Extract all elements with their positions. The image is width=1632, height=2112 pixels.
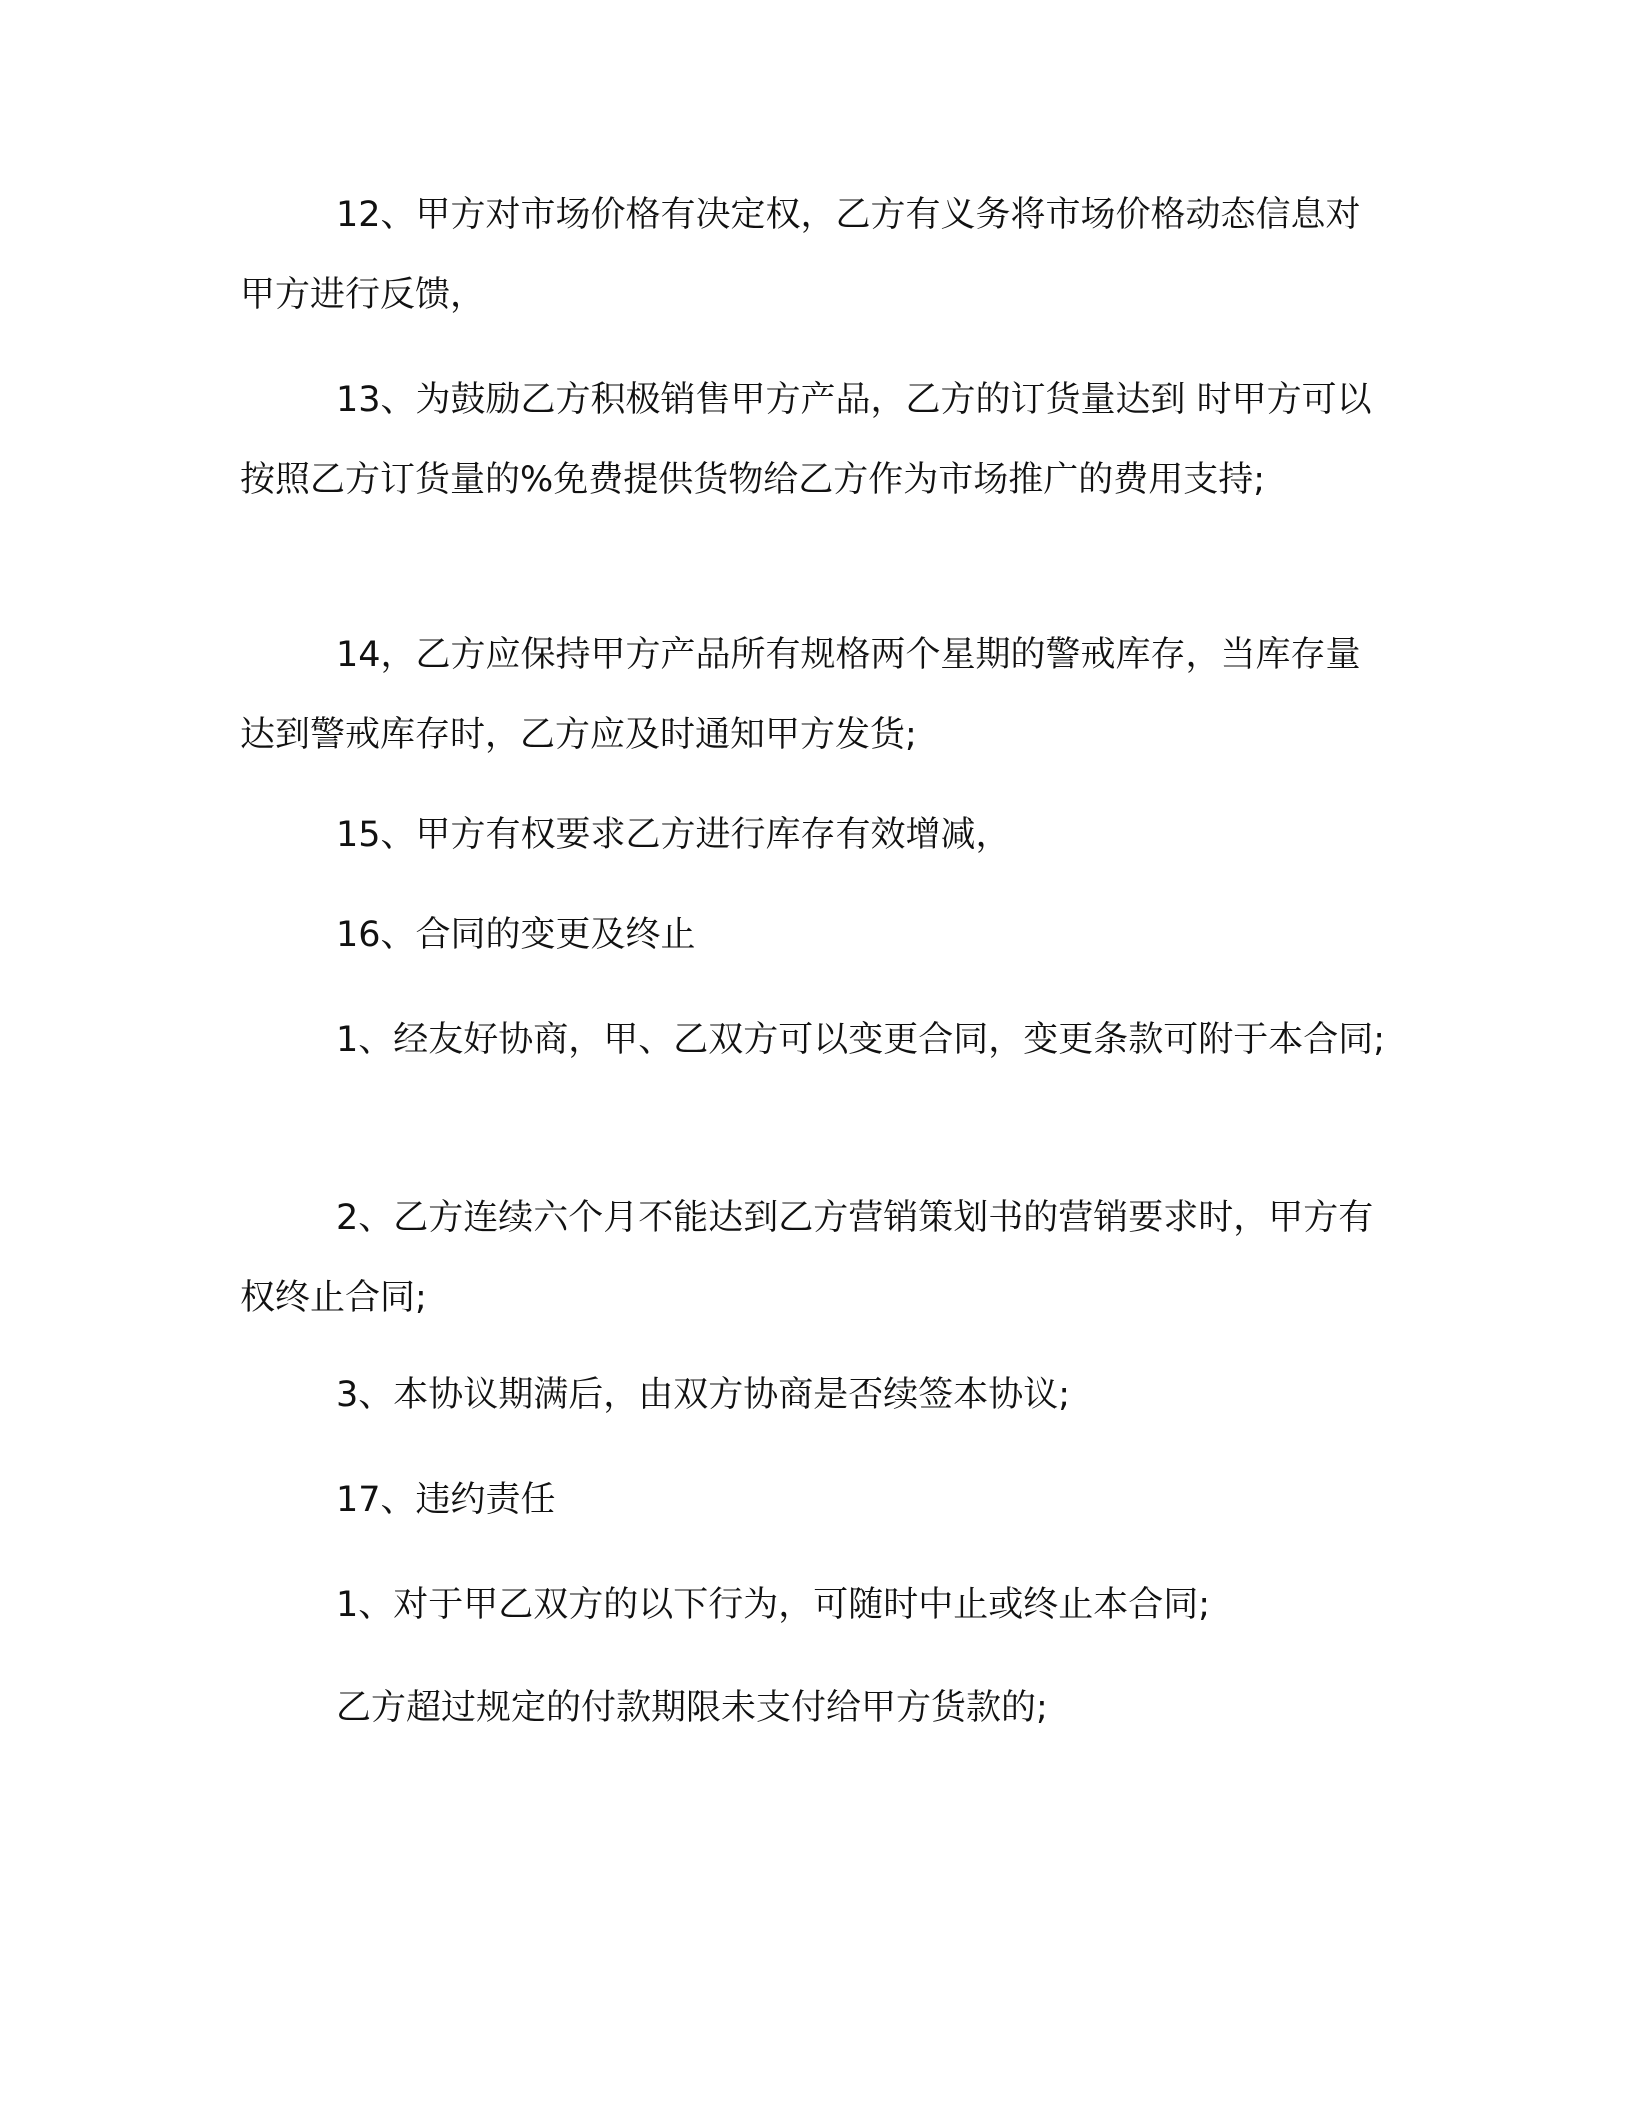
clause-17-heading: 17、违约责任 bbox=[336, 1480, 556, 1520]
clause-13: 13、为鼓励乙方积极销售甲方产品，乙方的订货量达到 时甲方可以按照乙方订货量的%免费提供货物给乙方作为市场推广的费用支持; bbox=[240, 380, 1372, 500]
clause-12: 12、甲方对市场价格有决定权，乙方有义务将市场价格动态信息对甲方进行反馈， bbox=[240, 195, 1361, 315]
clause-16-item-2: 2、乙方连续六个月不能达到乙方营销策划书的营销要求时，甲方有权终止合同; bbox=[240, 1198, 1374, 1318]
clause-14: 14，乙方应保持甲方产品所有规格两个星期的警戒库存，当库存量达到警戒库存时，乙方应及时通知甲方发货; bbox=[240, 635, 1361, 755]
clause-16-item-3: 3、本协议期满后，由双方协商是否续签本协议; bbox=[336, 1375, 1071, 1415]
clause-17-item-1: 1、对于甲乙双方的以下行为，可随时中止或终止本合同; bbox=[336, 1585, 1211, 1625]
clause-17-item-a: 乙方超过规定的付款期限未支付给甲方货款的; bbox=[336, 1688, 1048, 1728]
clause-16-heading: 16、合同的变更及终止 bbox=[336, 915, 696, 955]
clause-16-item-1: 1、经友好协商，甲、乙双方可以变更合同，变更条款可附于本合同; bbox=[336, 1020, 1386, 1060]
clause-15: 15、甲方有权要求乙方进行库存有效增减， bbox=[336, 815, 1011, 855]
